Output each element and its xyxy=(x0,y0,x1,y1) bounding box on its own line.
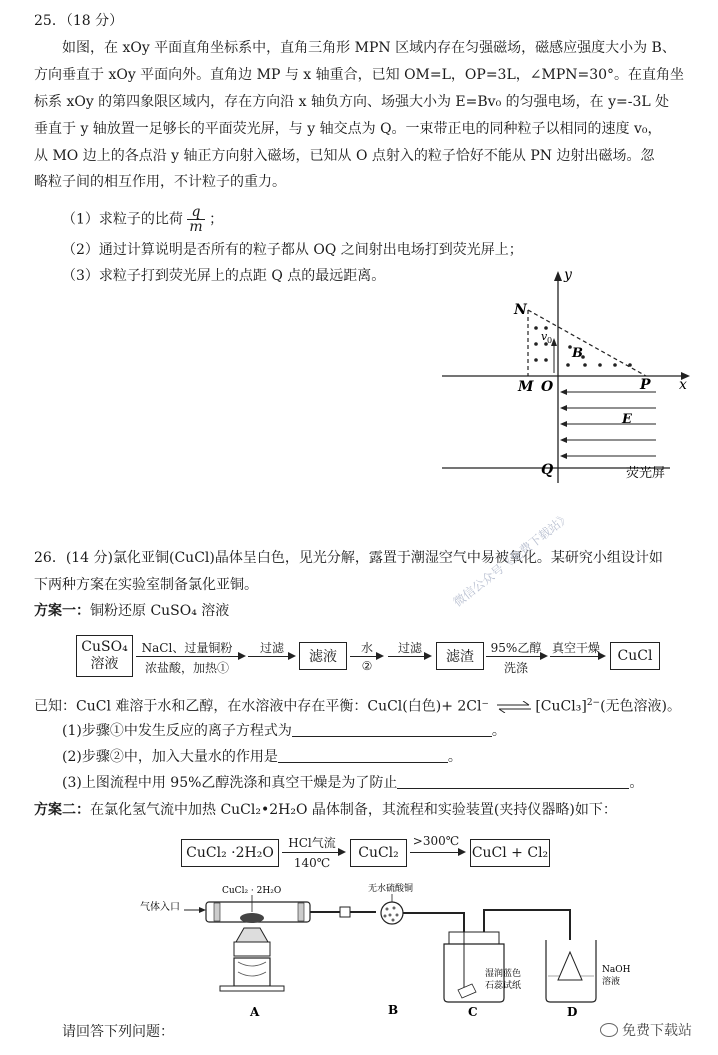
screen-label: 荧光屏 xyxy=(626,466,666,481)
q26-question-3 xyxy=(62,773,643,793)
q25-line-4: 垂直于 y 轴放置一足够长的平面荧光屏，与 y 轴交点为 Q。一束带正电的同种粒子以相同的速度 v₀， xyxy=(34,121,662,137)
flow2-product-box: CuCl + Cl₂ xyxy=(470,839,550,867)
flow1-arrow-2 xyxy=(248,656,294,657)
q25-sub3: （3）求粒子打到荧光屏上的点距 Q 点的最远距离。 xyxy=(62,268,386,284)
q26-question-1 xyxy=(62,721,506,741)
bottle-stopper xyxy=(449,932,499,944)
gas-inlet-label: 气体入口 xyxy=(140,902,180,913)
flow1-cuso4-box xyxy=(76,635,133,677)
sample-crystals xyxy=(240,913,264,923)
paper-label-1: 湿润蓝色 xyxy=(485,969,522,979)
lamp-base xyxy=(220,986,284,991)
q25-line-2: 方向垂直于 xOy 平面向外。直角边 MP 与 x 轴重合，已知 OM=L，OP=3L，∠MPN=30°。在直角坐 xyxy=(34,67,685,83)
y-axis-arrow-icon xyxy=(554,271,562,281)
flow1-wash: 洗涤 xyxy=(503,661,528,675)
tube-connector-2 xyxy=(403,913,464,932)
q25-line-6: 略粒子间的相互作用，不计粒子的重力。 xyxy=(34,174,286,190)
flow2-cucl2-box: CuCl₂ xyxy=(350,839,407,867)
q26-question-2 xyxy=(62,747,462,767)
ratio-fraction xyxy=(187,205,204,234)
point-q-label: Q xyxy=(541,462,554,478)
velocity-label: v xyxy=(541,330,548,343)
known-text-1: 已知：CuCl 难溶于水和乙醇，在水溶液中存在平衡：CuCl(白色)+ 2Cl⁻ xyxy=(34,698,489,715)
electric-field-arrowheads xyxy=(560,389,567,459)
flow1-arrow-1 xyxy=(136,656,244,657)
flow1-residue-box: 滤渣 xyxy=(436,642,484,670)
q25-sub2: （2）通过计算说明是否所有的粒子都从 OQ 之间射出电场打到荧光屏上； xyxy=(62,242,523,258)
gas-inlet-arrow-head-icon xyxy=(199,907,206,913)
apparatus-diagram xyxy=(140,880,660,1025)
brand-name: 免费下载站 xyxy=(622,1023,692,1039)
q25-sub1 xyxy=(62,205,223,234)
velocity-subscript: 0 xyxy=(547,336,553,345)
y-axis-label: y xyxy=(564,267,572,283)
q1-end: 。 xyxy=(491,723,506,739)
q25-line-3: 标系 xOy 的第四象限区域内，存在方向沿 x 轴负方向、场强大小为 E=Bv₀ 的匀强电场，在 y=-3L 处 xyxy=(34,94,670,110)
plan2-title: 方案二： xyxy=(34,802,90,818)
fraction-numerator: q xyxy=(187,205,204,220)
q3-text: (3)上图流程中用 95%乙醇洗涤和真空干燥是为了防止 xyxy=(62,775,398,791)
brand-badge xyxy=(600,1021,692,1041)
flow1-step1-reagents: NaCl、过量铜粉 xyxy=(141,641,233,655)
flow1-arrow-5 xyxy=(486,656,546,657)
field-b-label: B xyxy=(572,346,583,361)
known-superscript: 2− xyxy=(586,698,601,708)
flow1-ethanol: 95%乙醇 xyxy=(490,641,542,655)
flow2-hydrate-box: CuCl₂ ·2H₂O xyxy=(181,839,279,867)
paper-label-2: 石蕊试纸 xyxy=(485,981,522,991)
known-text-2: [CuCl₃] xyxy=(535,698,587,715)
flow1-filter-2: 过滤 xyxy=(397,641,422,655)
clamp-1 xyxy=(340,907,350,917)
flow1-arrow-3 xyxy=(350,656,382,657)
known-text-3: (无色溶液)。 xyxy=(600,698,682,715)
wechat-icon xyxy=(600,1023,618,1037)
flow1-water: 水 xyxy=(360,641,373,655)
point-n-label: N xyxy=(514,302,527,318)
point-m-label: M xyxy=(518,379,534,395)
q1-answer-blank[interactable] xyxy=(292,722,492,737)
flow1-arrow-6 xyxy=(550,656,604,657)
flow1-filter-1: 过滤 xyxy=(259,641,284,655)
q2-end: 。 xyxy=(447,749,462,765)
fraction-denominator: m xyxy=(189,219,203,235)
tube-stopper-left xyxy=(214,903,220,921)
flow1-step2: ② xyxy=(361,659,373,673)
flow1-start-line1: CuSO₄ xyxy=(81,639,128,655)
q25-line-5: 从 MO 边上的各点沿 y 轴正方向射入磁场，已知从 O 点射入的粒子恰好不能从 PN 边射出磁场。忽 xyxy=(34,148,655,164)
lamp-body xyxy=(234,958,270,986)
known-equilibrium xyxy=(34,693,681,717)
q26-intro-2: 下两种方案在实验室制备氯化亚铜。 xyxy=(34,577,258,593)
footer-prompt: 请回答下列问题： xyxy=(62,1024,174,1040)
flow2-hcl-flow: HCl气流 xyxy=(288,836,336,850)
flow1-cucl-box: CuCl xyxy=(610,642,660,670)
electric-field-lines xyxy=(562,392,656,456)
flow1-filtrate-box: 滤液 xyxy=(299,642,347,670)
q1-text: (1)步骤①中发生反应的离子方程式为 xyxy=(62,723,292,739)
label-a: A xyxy=(250,1005,260,1019)
equilibrium-arrows-icon xyxy=(496,701,532,713)
plan1-desc: 铜粉还原 CuSO₄ 溶液 xyxy=(90,603,230,619)
label-b: B xyxy=(388,1003,399,1017)
x-axis-label: x xyxy=(679,377,687,393)
alcohol-lamp-flame xyxy=(236,928,268,942)
sample-label: CuCl₂ · 2H₂O xyxy=(222,886,282,896)
q2-text: (2)步骤②中，加入大量水的作用是 xyxy=(62,749,278,765)
naoh-label-1: NaOH xyxy=(602,965,631,975)
point-o-label: O xyxy=(541,379,554,395)
flow1-vacuum-dry: 真空干燥 xyxy=(551,641,600,655)
flow2-arrow-2 xyxy=(410,852,464,853)
plan2-heading xyxy=(34,800,617,820)
watermark: 微信公众号《免费下载站》 xyxy=(450,509,573,610)
flow1-step1-conditions: 浓盐酸，加热① xyxy=(144,661,229,675)
field-e-label: E xyxy=(622,412,632,427)
flow2-temp-140: 140℃ xyxy=(293,856,331,870)
label-d: D xyxy=(567,1005,578,1019)
drier-label: 无水硫酸铜 xyxy=(368,884,414,894)
q3-end: 。 xyxy=(629,775,644,791)
q25-sub1-end: ； xyxy=(209,211,224,228)
q25-sub1-text: （1）求粒子的比荷 xyxy=(62,211,183,228)
magnetic-field-dots xyxy=(534,326,632,367)
naoh-label-2: 溶液 xyxy=(602,977,621,987)
flow1-start-line2: 溶液 xyxy=(90,656,119,672)
q2-answer-blank[interactable] xyxy=(278,748,448,763)
q25-header: 25．（18 分） xyxy=(34,13,124,29)
magnetic-field-figure xyxy=(440,265,700,490)
lamp-neck xyxy=(234,942,270,956)
point-p-label: P xyxy=(640,377,651,393)
q26-intro-1: 26．(14 分)氯化亚铜(CuCl)晶体呈白色，见光分解，露置于潮湿空气中易被氧化。某研究小组设计如 xyxy=(34,550,663,566)
tube-stopper-right xyxy=(298,903,304,921)
q25-line-1: 如图，在 xOy 平面直角坐标系中，直角三角形 MPN 区域内存在匀强磁场，磁感应强度大小为 B、 xyxy=(62,40,676,56)
label-c: C xyxy=(468,1005,478,1019)
plan2-desc: 在氯化氢气流中加热 CuCl₂•2H₂O 晶体制备，其流程和实验装置(夹持仪器略)如下： xyxy=(90,802,617,818)
plan1-title: 方案一： xyxy=(34,603,90,619)
q3-answer-blank[interactable] xyxy=(397,774,629,789)
flow1-arrow-4 xyxy=(388,656,430,657)
flow2-temp-300: >300℃ xyxy=(412,834,460,848)
plan1-heading xyxy=(34,601,229,621)
flow2-arrow-1 xyxy=(282,852,344,853)
